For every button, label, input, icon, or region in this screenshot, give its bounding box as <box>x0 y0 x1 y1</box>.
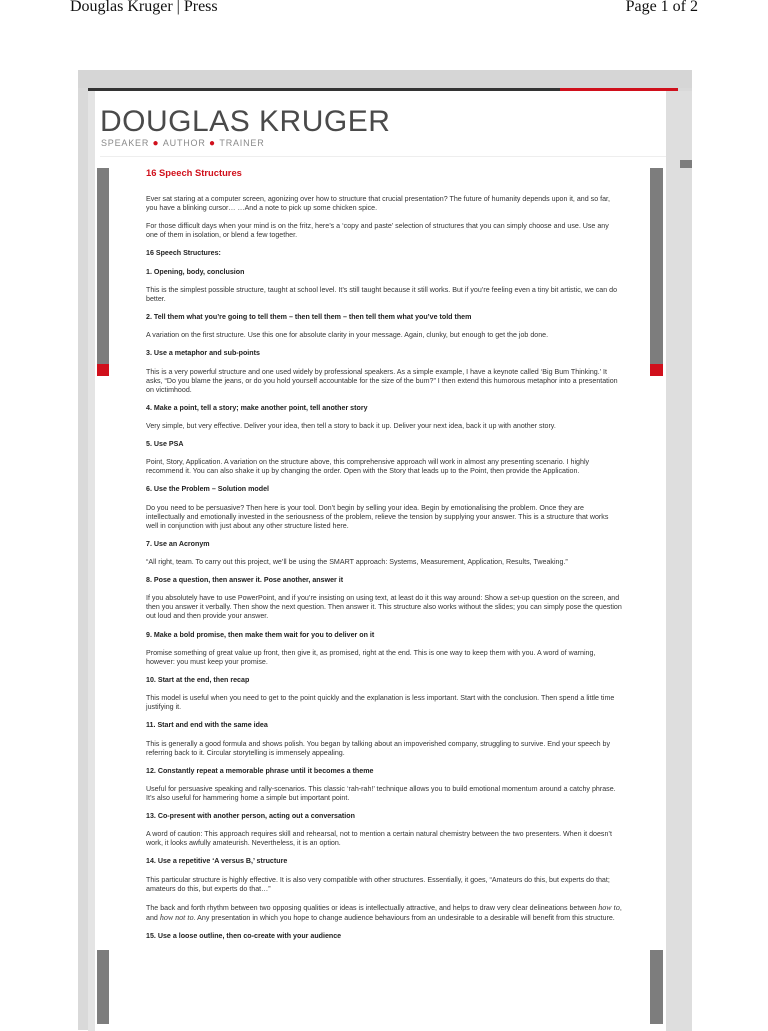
right-decorative-accent <box>650 364 663 376</box>
right-decorative-bar <box>650 168 663 364</box>
structure-body: A word of caution: This approach requires skill and rehearsal, not to mention a certain natural chemistry between the two presenters. When it doesn’t work, it looks awfully amateurish. Nevertheless, it is an option. <box>146 830 612 848</box>
body-text: The back and forth rhythm between two opposing qualities or ideas is intellectually attractive, and helps to draw very clear delineations between <box>146 903 599 912</box>
structure-body: Promise something of great value up front, then give it, as promised, right at the end. This is one way to keep them with you. A word of warning, however: you must keep your promise. <box>146 648 596 666</box>
logo-tagline <box>101 138 265 149</box>
structure-heading: 13. Co-present with another person, acting out a conversation <box>146 812 355 821</box>
structure-heading: 8. Pose a question, then answer it. Pose another, answer it <box>146 576 344 585</box>
left-margin-column <box>88 91 95 1031</box>
page-number: Page 1 of 2 <box>625 0 698 15</box>
structure-body: Useful for persuasive speaking and rally-scenarios. This classic ‘rah-rah!’ technique allows you to build emotional momentum around a catchy phrase. It’s also useful for hammering home a simple but important point. <box>146 784 616 802</box>
structure-heading: 11. Start and end with the same idea <box>146 721 268 730</box>
structure-body: “All right, team. To carry out this project, we’ll be using the SMART approach: Systems, Measurement, Application, Results, Tweaking.” <box>146 558 568 566</box>
tagline-trainer: TRAINER <box>219 138 265 148</box>
structure-body: This particular structure is highly effective. It is also very compatible with other structures. Essentially, it goes, “Amateurs do this, but experts do that; amateurs do this, but experts do that…” <box>146 875 610 893</box>
right-margin-column <box>666 91 692 1031</box>
article-title: 16 Speech Structures <box>146 167 242 178</box>
header-rule-dark <box>88 88 560 91</box>
structure-heading: 5. Use PSA <box>146 440 184 449</box>
print-title: Douglas Kruger | Press <box>70 0 218 15</box>
structure-heading: 15. Use a loose outline, then co-create with your audience <box>146 932 342 940</box>
print-header <box>0 0 768 28</box>
left-decorative-bar <box>97 168 109 364</box>
structure-heading: 10. Start at the end, then recap <box>146 675 250 684</box>
tagline-speaker: SPEAKER <box>101 138 150 148</box>
tagline-author: AUTHOR <box>162 138 206 148</box>
structure-body: This is generally a good formula and shows polish. You began by talking about an impoverished company, struggling to survive. End your speech by referring back to it. Circular storytelling is immensely appealing. <box>146 739 610 757</box>
emphasis-text: how not to <box>159 912 194 922</box>
body-text: , and <box>146 903 622 922</box>
intro-paragraph-2: For those difficult days when your mind is on the fritz, here’s a ‘copy and paste’ selection of structures that you can simply choose and use. Use any one of them in isolation, or blend a few together. <box>146 222 609 240</box>
structure-body: This is a very powerful structure and one used widely by professional speakers. As a simple example, I have a keynote called ‘Big Bum Thinking.’ It asks, “Do you blame the jeans, or do you hold yourself accountable for the size of the bum?” I then extend this humorous metaphor into a presentation on victimhood. <box>146 367 618 394</box>
structure-heading: 14. Use a repetitive ‘A versus B,’ structure <box>146 857 288 866</box>
left-decorative-bar-lower <box>97 950 109 1024</box>
right-decorative-stub <box>680 160 692 168</box>
structure-heading: 4. Make a point, tell a story; make another point, tell another story <box>146 403 368 412</box>
structure-heading: 12. Constantly repeat a memorable phrase until it becomes a theme <box>146 766 374 775</box>
structure-body: If you absolutely have to use PowerPoint, and if you’re insisting on using text, at least do it this way around: Show a set-up question on the screen, and then you answer it verbally. Then show the next question. Then answer it. This structure also works without the slides; you can simply pose the question out loud and then provide your answer. <box>146 594 622 621</box>
tagline-separator-dot: ● <box>208 138 220 149</box>
structure-heading: 6. Use the Problem – Solution model <box>146 485 269 494</box>
body-text: . Any presentation in which you hope to change audience behaviours from an undesirable to a desirable will benefit from this structure. <box>193 913 615 922</box>
structure-body: A variation on the first structure. Use this one for absolute clarity in your message. Again, clunky, but enough to get the job done. <box>146 331 549 340</box>
article-content <box>146 167 622 950</box>
structure-body: This is the simplest possible structure, taught at school level. It’s still taught because it still works. But if you’re feeling even a tiny bit artistic, we can do better. <box>146 285 618 303</box>
structure-body: Very simple, but very effective. Deliver your idea, then tell a story to back it up. Deliver your next idea, back it up with another story. <box>146 421 556 430</box>
frame-top-band <box>78 70 692 88</box>
intro-paragraph-1: Ever sat staring at a computer screen, agonizing over how to structure that crucial presentation? The future of humanity depends upon it, and so far, you have a blinking cursor… …And a note to pick up some chicken spice. <box>146 195 610 212</box>
structure-body: Do you need to be persuasive? Then here is your tool. Don’t begin by selling your idea. Begin by emotionalising the problem. Once they are intellectually and emotionally invested in the seriousness of the problem, relieve the tension by supplying your answer. This is a structure that works well in conjunction with just about any other structure listed here. <box>146 503 609 530</box>
structure-body: Point, Story, Application. A variation on the structure above, this comprehensive approach will work in almost any presenting scenario. I highly recommend it. You can also shake it up by changing the order. Open with the Story that leads up to the Point, then provide the Application. <box>146 458 590 476</box>
structure-heading: 3. Use a metaphor and sub-points <box>146 349 260 358</box>
header-rule-red <box>560 88 678 91</box>
structure-body: This model is useful when you need to get to the point quickly and the explanation is less important. Start with the conclusion. Then spend a little time justifying it. <box>146 694 615 712</box>
structure-heading: 1. Opening, body, conclusion <box>146 267 245 276</box>
right-decorative-bar-lower <box>650 950 663 1024</box>
site-logo[interactable]: DOUGLAS KRUGER <box>100 105 391 138</box>
structure-heading: 9. Make a bold promise, then make them wait for you to deliver on it <box>146 630 375 639</box>
left-decorative-accent <box>97 364 109 376</box>
structure-heading: 7. Use an Acronym <box>146 539 210 548</box>
tagline-separator-dot: ● <box>152 138 163 149</box>
logo-divider <box>100 156 666 157</box>
list-heading: 16 Speech Structures: <box>146 249 221 258</box>
structure-body-2 <box>146 903 622 923</box>
structure-heading: 2. Tell them what you’re going to tell them – then tell them – then tell them what you’ve told them <box>146 312 472 321</box>
emphasis-text: how to <box>598 902 620 912</box>
